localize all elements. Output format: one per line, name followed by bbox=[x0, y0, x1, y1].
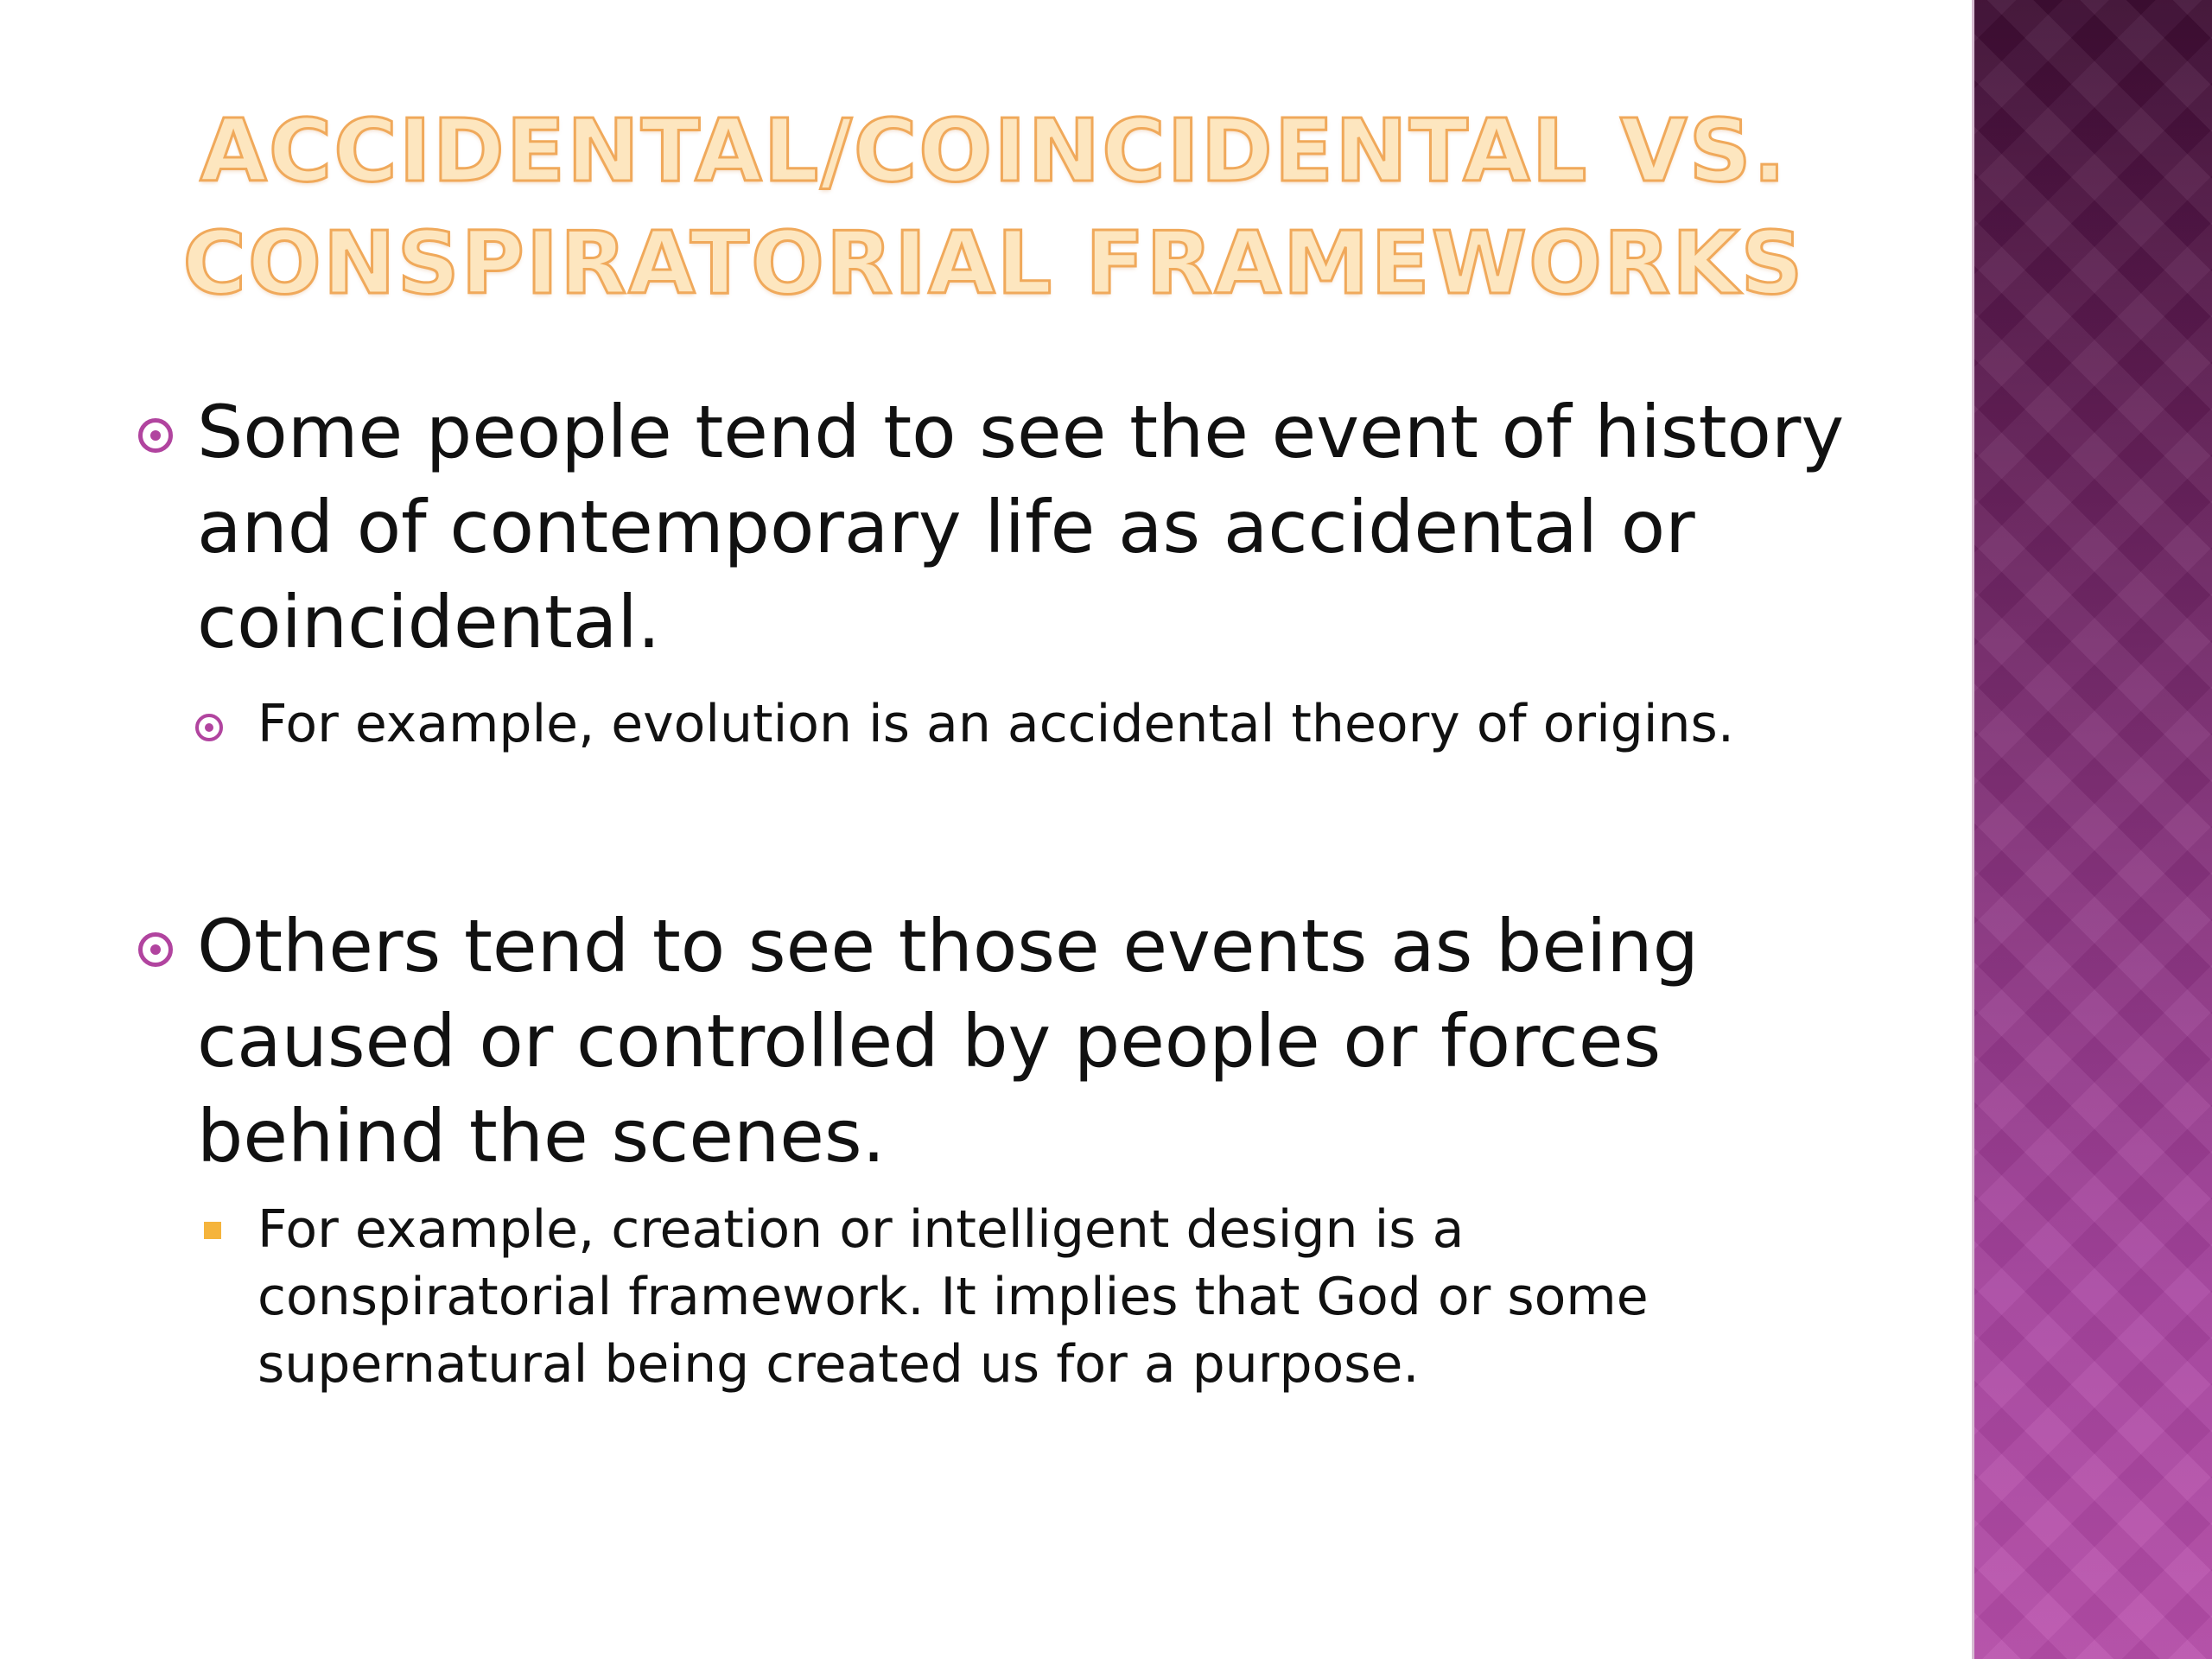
sub-bullet-1-text: For example, evolution is an accidental theory of origins. bbox=[257, 694, 1734, 754]
title-line-2: CONSPIRATORIAL FRAMEWORKS bbox=[182, 213, 1805, 314]
square-bullet-icon bbox=[204, 1222, 221, 1239]
sub-bullet-2-text: For example, creation or intelligent design is a conspiratorial framework. It implies that God or some supernatural being created us for a purpose. bbox=[257, 1199, 1649, 1395]
target-bullet-icon bbox=[138, 418, 173, 453]
bullet-1-text: Some people tend to see the event of history and of contemporary life as accidental or coincidental. bbox=[197, 390, 1845, 664]
target-bullet-icon bbox=[138, 932, 173, 967]
bullet-2-text: Others tend to see those events as being caused or controlled by people or forces behind the scenes. bbox=[197, 904, 1699, 1179]
decorative-side-band bbox=[1972, 0, 2212, 1659]
title-line-1: ACCIDENTAL/COINCIDENTAL VS. bbox=[200, 100, 1788, 201]
target-bullet-icon bbox=[195, 714, 223, 741]
